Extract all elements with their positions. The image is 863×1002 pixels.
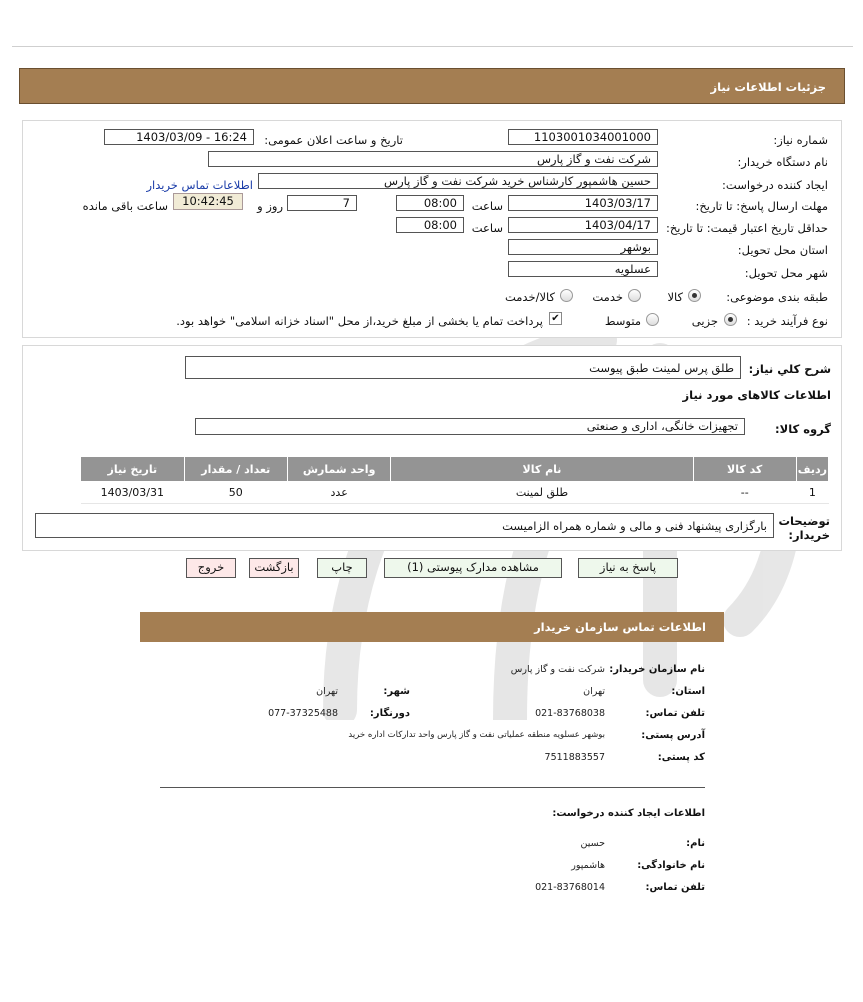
page-header: جزئیات اطلاعات نیاز xyxy=(19,68,845,104)
deadline-time-field: 08:00 xyxy=(396,195,464,211)
phone-label: تلفن تماس: xyxy=(645,708,705,719)
contact-divider xyxy=(160,787,705,788)
need-number-label: شماره نیاز: xyxy=(773,133,828,147)
address-value: بوشهر عسلویه منطقه عملیاتی نفت و گاز پارس واحد تدارکات اداره خرید xyxy=(348,730,605,740)
buyer-field: شرکت نفت و گاز پارس xyxy=(208,151,658,167)
col-header-code: کد کالا xyxy=(693,457,796,482)
phone-value: 021-83768038 xyxy=(535,708,605,719)
contact-header: اطلاعات تماس سازمان خریدار xyxy=(140,612,724,642)
creator-title: اطلاعات ایجاد کننده درخواست: xyxy=(552,808,705,819)
fax-value: 077-37325488 xyxy=(268,708,338,719)
cell-date: 1403/03/31 xyxy=(81,482,185,504)
goods-section-title: اطلاعات کالاهای مورد نیاز xyxy=(682,388,831,402)
process-label: نوع فرآیند خرید : xyxy=(746,314,828,328)
category-label: طبقه بندی موضوعی: xyxy=(726,290,828,304)
announce-field: 1403/03/09 - 16:24 xyxy=(104,129,254,145)
summary-field: طلق پرس لمینت طبق پیوست xyxy=(185,356,741,379)
org-label: نام سازمان خریدار: xyxy=(609,664,705,675)
group-field: تجهیزات خانگی، اداری و صنعتی xyxy=(195,418,745,435)
process-radio-medium[interactable] xyxy=(646,313,659,326)
buyer-notes-label: توضیحات خریدار: xyxy=(778,514,830,542)
category-radio-both[interactable] xyxy=(560,289,573,302)
exit-button[interactable]: خروج xyxy=(186,558,236,578)
process-option-minor: جزیی xyxy=(691,314,718,328)
summary-label: شرح کلي نیاز: xyxy=(748,362,831,376)
city-contact-value: تهران xyxy=(316,686,338,697)
goods-table xyxy=(80,456,829,504)
creator-family-label: نام خانوادگی: xyxy=(637,860,705,871)
buyer-notes-field: بارگزاری پیشنهاد فنی و مالی و شماره همراه الزامیست xyxy=(35,513,774,538)
province-label: استان محل تحویل: xyxy=(737,243,828,257)
col-header-qty: تعداد / مقدار xyxy=(184,457,287,482)
reply-button[interactable]: پاسخ به نیاز xyxy=(578,558,678,578)
remaining-timer: 10:42:45 xyxy=(173,193,243,210)
cell-row: 1 xyxy=(796,482,828,504)
back-button[interactable]: بازگشت xyxy=(249,558,299,578)
state-label: استان: xyxy=(671,686,705,697)
org-value: شرکت نفت و گاز پارس xyxy=(510,664,605,675)
validity-time-label: ساعت xyxy=(471,221,503,235)
deadline-date-field: 1403/03/17 xyxy=(508,195,658,211)
days-label: روز و xyxy=(257,199,283,213)
validity-time-field: 08:00 xyxy=(396,217,464,233)
category-radio-goods[interactable] xyxy=(688,289,701,302)
validity-date-field: 1403/04/17 xyxy=(508,217,658,233)
top-divider xyxy=(12,46,853,47)
print-button[interactable]: چاپ xyxy=(317,558,367,578)
buyer-contact-link[interactable]: اطلاعات تماس خریدار xyxy=(146,178,253,192)
cell-qty: 50 xyxy=(184,482,287,504)
buyer-label: نام دستگاه خریدار: xyxy=(737,155,828,169)
category-option-service: خدمت xyxy=(592,290,623,304)
cell-unit: عدد xyxy=(287,482,390,504)
creator-phone-value: 021-83768014 xyxy=(535,882,605,893)
postal-label: کد پستی: xyxy=(657,752,705,763)
process-option-medium: متوسط xyxy=(604,314,641,328)
requester-field: حسین هاشمپور کارشناس خرید شرکت نفت و گاز پارس xyxy=(258,173,658,189)
col-header-date: تاریخ نیاز xyxy=(81,457,185,482)
city-contact-label: شهر: xyxy=(383,686,410,697)
requester-label: ایجاد کننده درخواست: xyxy=(722,178,828,192)
fax-label: دورنگار: xyxy=(369,708,410,719)
deadline-time-label: ساعت xyxy=(471,199,503,213)
cell-code: -- xyxy=(693,482,796,504)
postal-value: 7511883557 xyxy=(544,752,605,763)
group-label: گروه کالا: xyxy=(775,422,831,436)
category-option-goods: کالا xyxy=(667,290,683,304)
table-row xyxy=(81,482,829,504)
col-header-unit: واحد شمارش xyxy=(287,457,390,482)
need-number-field: 1103001034001000 xyxy=(508,129,658,145)
creator-family-value: هاشمپور xyxy=(571,860,605,871)
payment-checkbox[interactable]: ✔ xyxy=(549,312,562,325)
remaining-label: ساعت باقی مانده xyxy=(82,199,168,213)
payment-note: پرداخت تمام یا بخشی از مبلغ خرید،از محل "اسناد خزانه اسلامی" خواهد بود. xyxy=(176,314,543,328)
creator-name-value: حسین xyxy=(580,838,605,849)
col-header-row: ردیف xyxy=(796,457,828,482)
process-radio-minor[interactable] xyxy=(724,313,737,326)
attachments-button[interactable]: مشاهده مدارک پیوستی (1) xyxy=(384,558,562,578)
creator-phone-label: تلفن تماس: xyxy=(645,882,705,893)
city-field: عسلویه xyxy=(508,261,658,277)
announce-label: تاریخ و ساعت اعلان عمومی: xyxy=(264,133,403,147)
state-value: تهران xyxy=(583,686,605,697)
category-radio-service[interactable] xyxy=(628,289,641,302)
validity-label: حداقل تاریخ اعتبار قیمت: تا تاریخ: xyxy=(665,221,828,235)
deadline-label: مهلت ارسال پاسخ: تا تاریخ: xyxy=(695,199,828,213)
province-field: بوشهر xyxy=(508,239,658,255)
category-option-both: کالا/خدمت xyxy=(504,290,555,304)
cell-name: طلق لمینت xyxy=(391,482,693,504)
days-field: 7 xyxy=(287,195,357,211)
address-label: آدرس پستی: xyxy=(641,730,705,741)
col-header-name: نام کالا xyxy=(391,457,693,482)
creator-name-label: نام: xyxy=(686,838,705,849)
city-label: شهر محل تحویل: xyxy=(744,266,828,280)
